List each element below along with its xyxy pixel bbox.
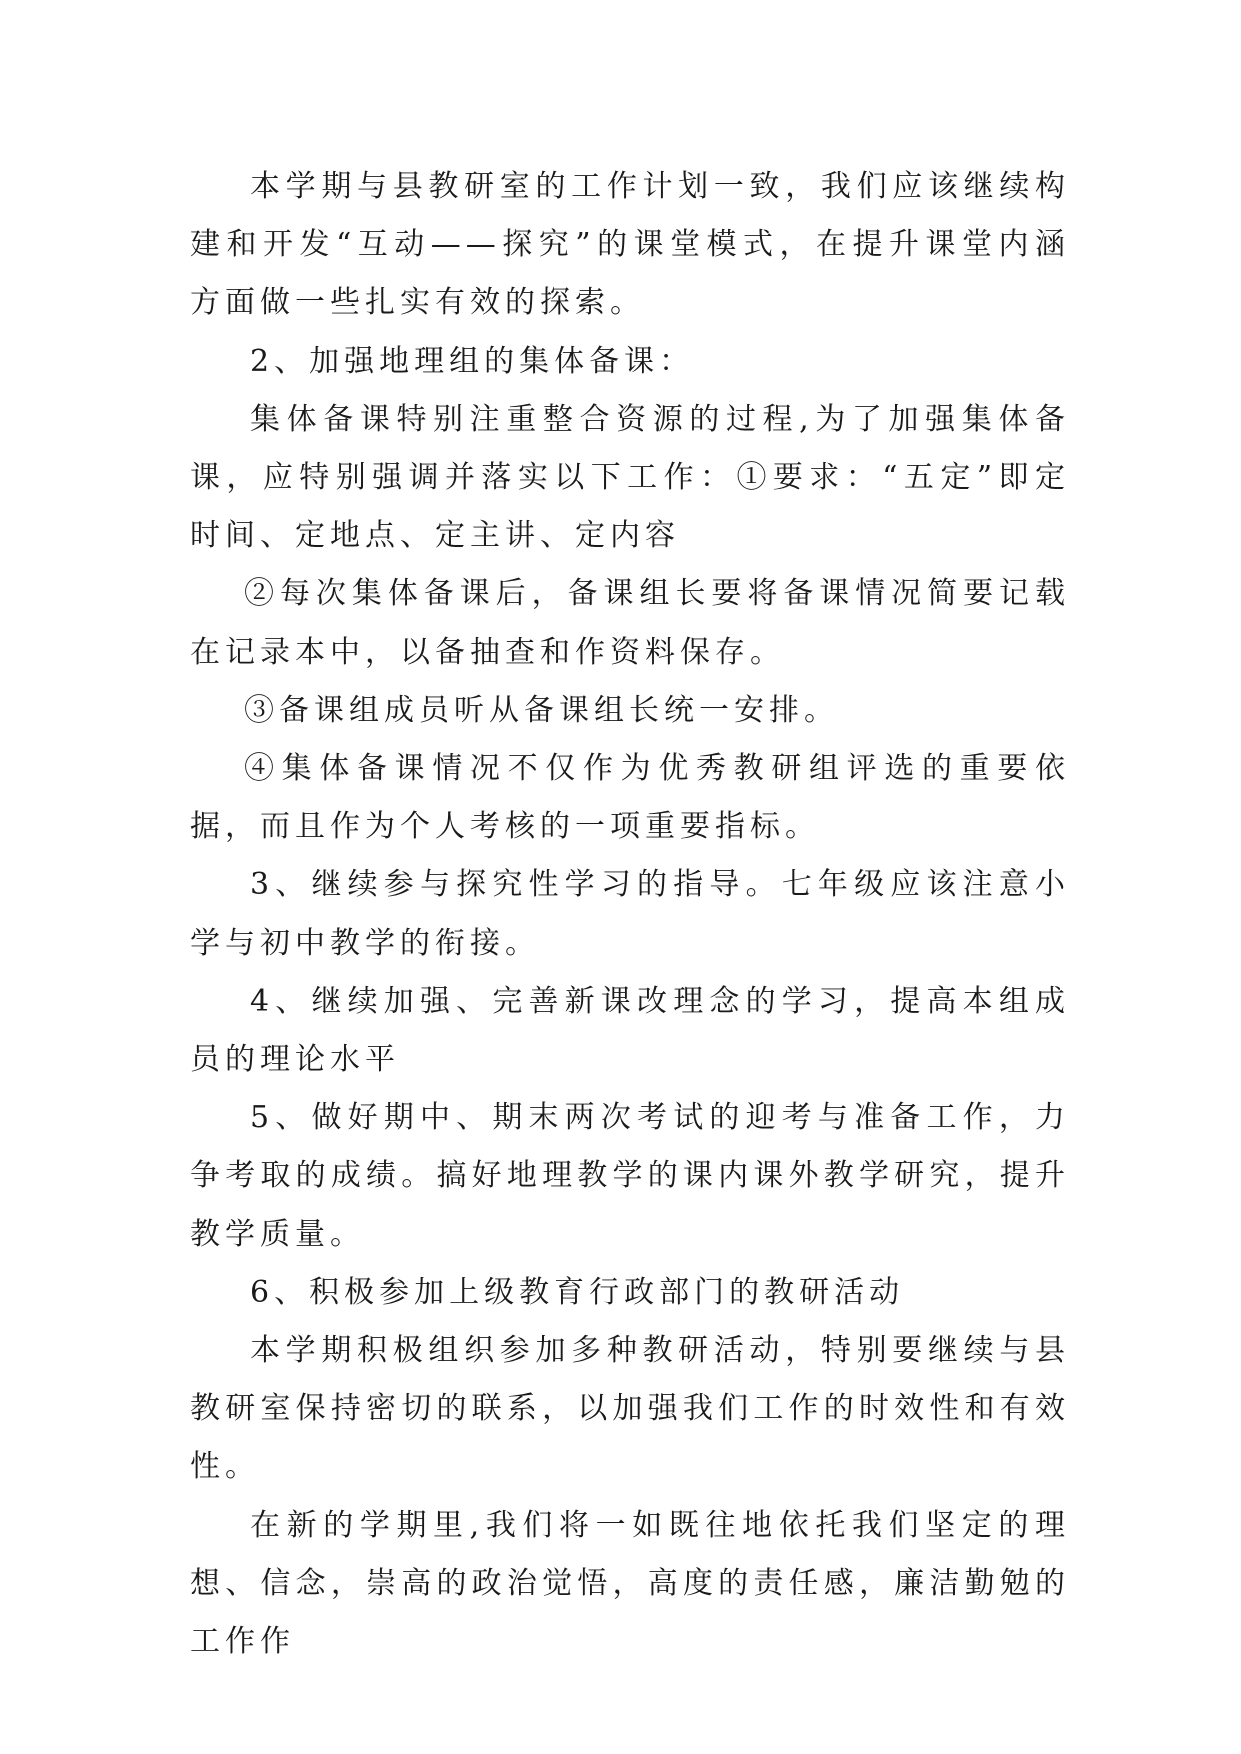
paragraph-item-4: 4、继续加强、完善新课改理念的学习，提高本组成员的理论水平 — [190, 983, 1070, 1078]
paragraph-collective-prep: 集体备课特别注重整合资源的过程,为了加强集体备课，应特别强调并落实以下工作：①要求：“五定”即定时间、定地点、定主讲、定内容 — [190, 401, 1070, 554]
paragraph-closing: 在新的学期里,我们将一如既往地依托我们坚定的理想、信念，崇高的政治觉悟，高度的责任感，廉洁勤勉的工作作 — [190, 1507, 1070, 1660]
paragraph-item-3: 3、继续参与探究性学习的指导。七年级应该注意小学与初中教学的衔接。 — [190, 867, 1070, 961]
paragraph-item-5: 5、做好期中、期末两次考试的迎考与准备工作，力争考取的成绩。搞好地理教学的课内课外教学研究，提升教学质量。 — [190, 1100, 1070, 1252]
paragraph-point-4: ④集体备课情况不仅作为优秀教研组评选的重要依据，而且作为个人考核的一项重要指标。 — [190, 751, 1070, 845]
paragraph-intro: 本学期与县教研室的工作计划一致，我们应该继续构建和开发“互动——探究”的课堂模式，在提升课堂内涵方面做一些扎实有效的探索。 — [190, 169, 1070, 321]
paragraph-research-activities: 本学期积极组织参加多种教研活动，特别要继续与县教研室保持密切的联系，以加强我们工作的时效性和有效性。 — [190, 1333, 1070, 1485]
document-body — [190, 158, 1070, 1671]
paragraph-item-2: 2、加强地理组的集体备课： — [250, 343, 695, 379]
paragraph-item-6: 6、积极参加上级教育行政部门的教研活动 — [250, 1274, 905, 1310]
paragraph-point-2: ②每次集体备课后，备课组长要将备课情况简要记载在记录本中，以备抽查和作资料保存。 — [190, 576, 1070, 670]
paragraph-point-3: ③备课组成员听从备课组长统一安排。 — [244, 692, 839, 728]
